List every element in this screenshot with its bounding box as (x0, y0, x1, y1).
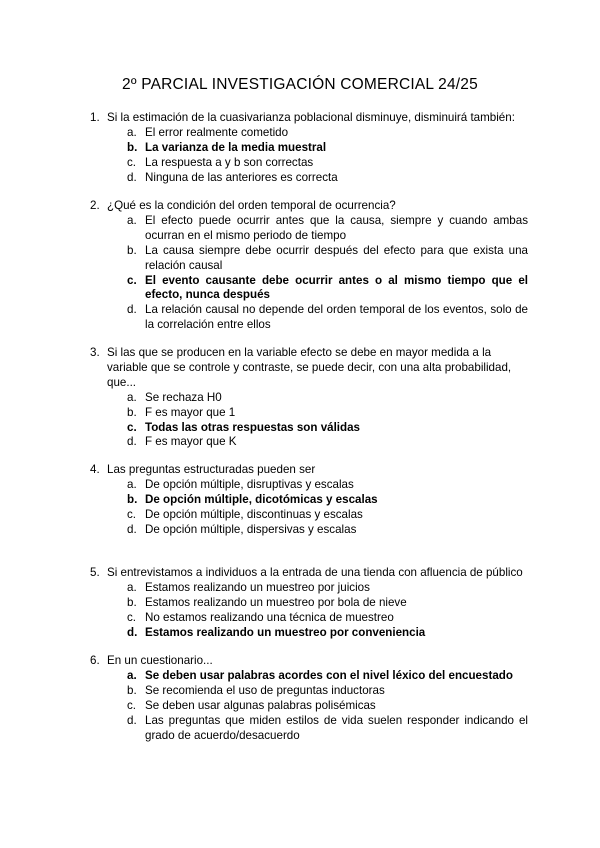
question-4 (0, 463, 600, 538)
question-1 (0, 111, 600, 186)
option-a: a. Se rechaza H0 (127, 390, 222, 404)
question-number: 3. (90, 346, 100, 359)
option-b: b. La causa siempre debe ocurrir después del efecto para que exista una relación causal (127, 243, 528, 272)
option-d: d. Las preguntas que miden estilos de vida suelen responder indicando el grado de acuerdo/desacuerdo (127, 713, 528, 742)
option-c-correct: c. Todas las otras respuestas son válidas (127, 420, 361, 434)
question-number: 4. (90, 463, 100, 476)
option-c: c. Se deben usar algunas palabras polisémicas (127, 698, 376, 712)
option-d-correct: d. Estamos realizando un muestreo por conveniencia (127, 625, 426, 639)
option-c: c. No estamos realizando una técnica de muestreo (127, 610, 394, 624)
option-d: d. F es mayor que K (127, 435, 237, 449)
question-text: Si las que se producen en la variable efecto se debe en mayor medida a la variable que se controle y contraste, se puede decir, con una alta probabilidad, que... (107, 346, 512, 389)
question-text: Si la estimación de la cuasivarianza poblacional disminuye, disminuirá también: (107, 111, 515, 124)
option-b: b. Estamos realizando un muestreo por bola de nieve (127, 595, 407, 609)
option-c-correct: c. El evento causante debe ocurrir antes o al mismo tiempo que el efecto, nunca después (127, 273, 528, 302)
option-a-correct: a. Se deben usar palabras acordes con el nivel léxico del encuestado (127, 668, 513, 682)
question-number: 6. (90, 654, 100, 667)
page-title: 2º PARCIAL INVESTIGACIÓN COMERCIAL 24/25 (122, 76, 478, 93)
question-text: Si entrevistamos a individuos a la entrada de una tienda con afluencia de público (107, 566, 523, 579)
option-a: a. El error realmente cometido (127, 125, 289, 139)
option-b: b. Se recomienda el uso de preguntas inductoras (127, 683, 385, 697)
option-c: c. De opción múltiple, discontinuas y escalas (127, 507, 363, 521)
question-text: ¿Qué es la condición del orden temporal de ocurrencia? (107, 199, 396, 212)
option-a: a. Estamos realizando un muestreo por juicios (127, 580, 370, 594)
question-number: 5. (90, 566, 100, 579)
question-number: 2. (90, 199, 100, 212)
option-a: a. El efecto puede ocurrir antes que la causa, siempre y cuando ambas ocurran en el mismo periodo de tiempo (127, 213, 528, 242)
question-2 (0, 199, 600, 333)
question-text: Las preguntas estructuradas pueden ser (107, 463, 316, 476)
option-c: c. La respuesta a y b son correctas (127, 155, 314, 169)
option-d: d. Ninguna de las anteriores es correcta (127, 170, 338, 184)
option-d: d. De opción múltiple, dispersivas y escalas (127, 522, 357, 536)
option-a: a. De opción múltiple, disruptivas y escalas (127, 477, 354, 491)
option-d: d. La relación causal no depende del orden temporal de los eventos, solo de la correlación entre ellos (127, 303, 528, 332)
option-b: b. F es mayor que 1 (127, 405, 236, 419)
option-b-correct: b. La varianza de la media muestral (127, 140, 327, 154)
question-5 (0, 566, 600, 641)
question-text: En un cuestionario... (107, 654, 213, 667)
question-6 (0, 654, 600, 743)
question-3 (0, 346, 600, 450)
option-b-correct: b. De opción múltiple, dicotómicas y escalas (127, 492, 378, 506)
question-number: 1. (90, 111, 100, 124)
